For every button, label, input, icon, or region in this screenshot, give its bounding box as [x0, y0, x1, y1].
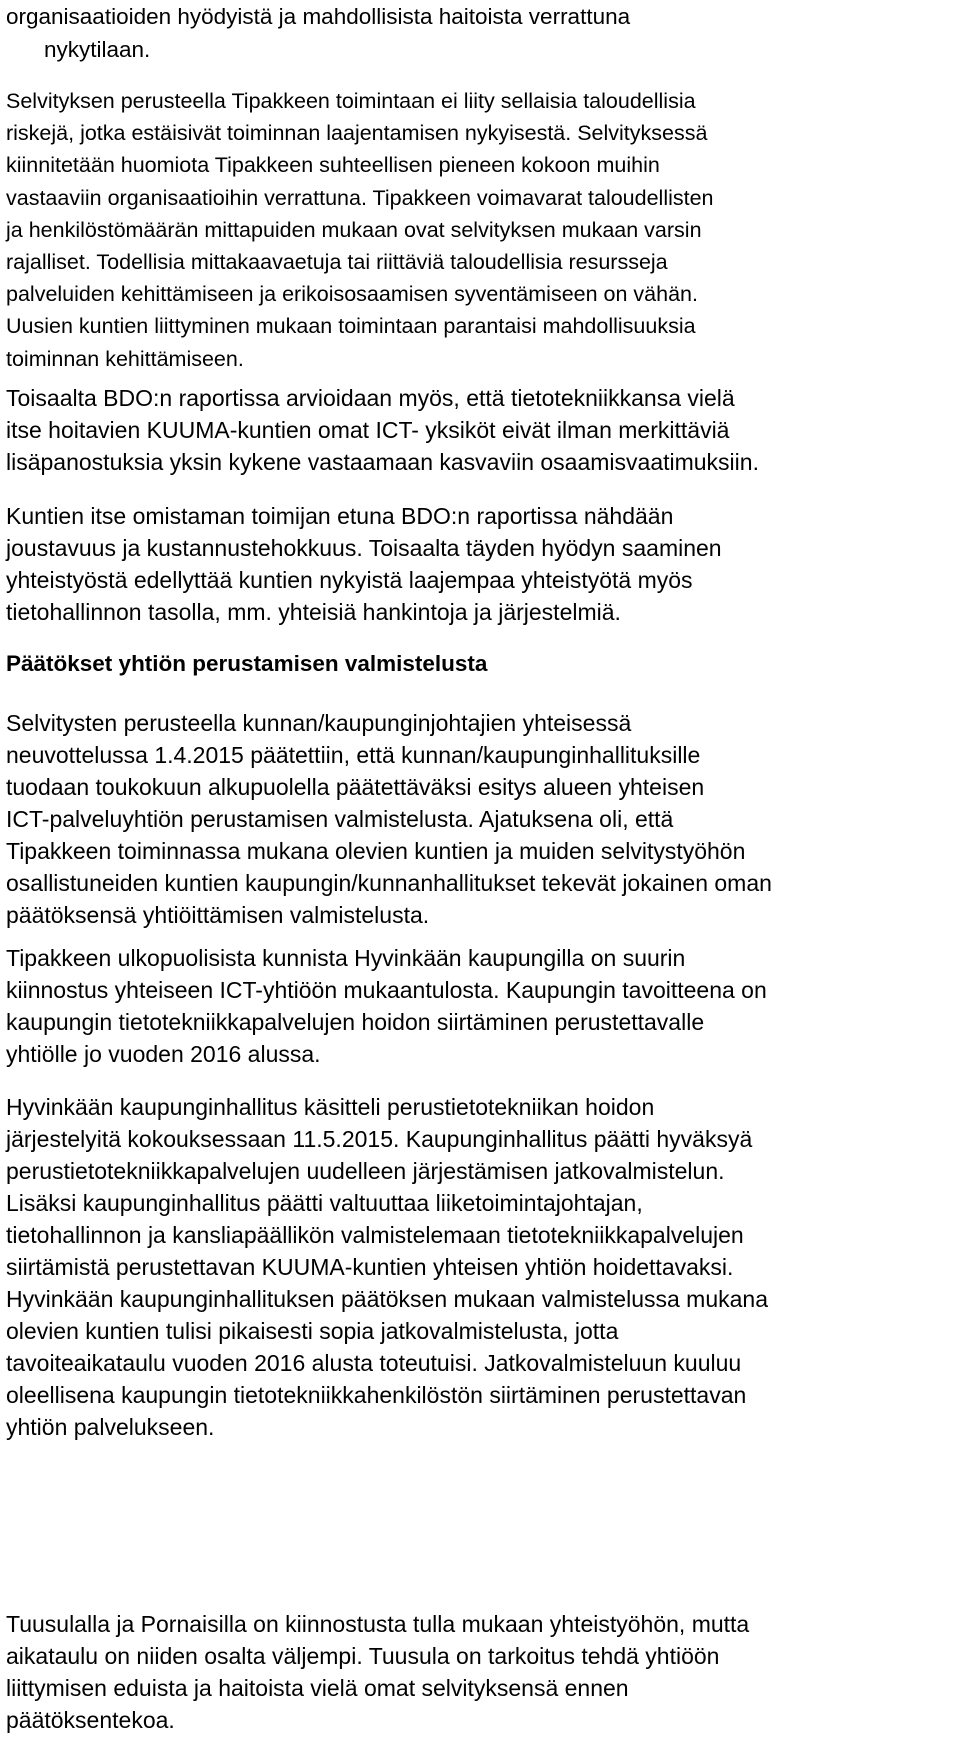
text-line: Tipakkeen toiminnassa mukana olevien kuntien ja muiden selvitystyöhön — [6, 838, 746, 864]
section-heading: Päätökset yhtiön perustamisen valmistelusta — [6, 651, 488, 676]
text-line: liittymisen eduista ja haitoista vielä omat selvityksensä ennen — [6, 1675, 629, 1701]
text-line: Selvityksen perusteella Tipakkeen toimintaan ei liity sellaisia taloudellisia — [6, 89, 696, 113]
paragraph-fragment — [6, 0, 950, 67]
text-line: kiinnitetään huomiota Tipakkeen suhteellisen pieneen kokoon muihin — [6, 153, 660, 178]
text-line: Selvitysten perusteella kunnan/kaupunginjohtajien yhteisessä — [6, 710, 632, 736]
text-line: neuvottelussa 1.4.2015 päätettiin, että kunnan/kaupunginhallituksille — [6, 742, 701, 768]
text-line: ja henkilöstömäärän mittapuiden mukaan ovat selvityksen mukaan varsin — [6, 217, 702, 242]
paragraph — [6, 1608, 950, 1736]
text-line: Hyvinkään kaupunginhallitus käsitteli perustietotekniikan hoidon — [6, 1094, 655, 1120]
text-line: rajalliset. Todellisia mittakaavaetuja tai riittäviä taloudellisia resursseja — [6, 249, 668, 274]
text-line: aikataulu on niiden osalta väljempi. Tuusula on tarkoitus tehdä yhtiöön — [6, 1643, 720, 1669]
text-line: olevien kuntien tulisi pikaisesti sopia jatkovalmistelusta, jotta — [6, 1318, 619, 1344]
text-line: Lisäksi kaupunginhallitus päätti valtuuttaa liiketoimintajohtajan, — [6, 1190, 643, 1216]
text-line: oleellisena kaupungin tietotekniikkahenkilöstön siirtäminen perustettavan — [6, 1382, 747, 1408]
text-line: riskejä, jotka estäisivät toiminnan laajentamisen nykyisestä. Selvityksessä — [6, 121, 708, 146]
text-line: Uusien kuntien liittyminen mukaan toimintaan parantaisi mahdollisuuksia — [6, 314, 696, 339]
text-line: tavoiteaikataulu vuoden 2016 alusta toteutuisi. Jatkovalmisteluun kuuluu — [6, 1350, 742, 1376]
text-line: Hyvinkään kaupunginhallituksen päätöksen mukaan valmistelussa mukana — [6, 1286, 768, 1312]
text-line: Tuusulalla ja Pornaisilla on kiinnostusta tulla mukaan yhteistyöhön, mutta — [6, 1611, 750, 1637]
text-line: tietohallinnon tasolla, mm. yhteisiä hankintoja ja järjestelmiä. — [6, 599, 621, 625]
text-line: kiinnostus yhteiseen ICT-yhtiöön mukaantulosta. Kaupungin tavoitteena on — [6, 977, 767, 1003]
paragraph — [6, 85, 950, 375]
text-line: kaupungin tietotekniikkapalvelujen hoidon siirtäminen perustettavalle — [6, 1009, 705, 1035]
text-line: palveluiden kehittämiseen ja erikoisosaamisen syventämiseen on vähän. — [6, 282, 698, 307]
text-line: joustavuus ja kustannustehokkuus. Toisaalta täyden hyödyn saaminen — [6, 535, 722, 561]
text-line: Toisaalta BDO:n raportissa arvioidaan myös, että tietotekniikkansa vielä — [6, 385, 735, 411]
text-line: yhtiölle jo vuoden 2016 alussa. — [6, 1041, 321, 1067]
text-line: lisäpanostuksia yksin kykene vastaamaan kasvaviin osaamisvaatimuksiin. — [6, 449, 759, 475]
text-line: Tipakkeen ulkopuolisista kunnista Hyvinkään kaupungilla on suurin — [6, 945, 686, 971]
text-line: Kuntien itse omistaman toimijan etuna BDO:n raportissa nähdään — [6, 503, 674, 529]
text-line: yhtiön palvelukseen. — [6, 1414, 215, 1440]
paragraph — [6, 1091, 950, 1443]
text-line: järjestelyitä kokouksessaan 11.5.2015. Kaupunginhallitus päätti hyväksyä — [6, 1126, 753, 1152]
paragraph — [6, 707, 950, 931]
text-line: perustietotekniikkapalvelujen uudelleen järjestämisen jatkovalmistelun. — [6, 1158, 725, 1184]
paragraph — [6, 942, 950, 1070]
text-line: organisaatioiden hyödyistä ja mahdollisista haitoista verrattuna — [6, 4, 631, 29]
text-line: yhteistyöstä edellyttää kuntien nykyistä laajempaa yhteistyötä myös — [6, 567, 693, 593]
text-line: osallistuneiden kuntien kaupungin/kunnanhallitukset tekevät jokainen oman — [6, 870, 772, 896]
text-line: tuodaan toukokuun alkupuolella päätettäväksi esitys alueen yhteisen — [6, 774, 705, 800]
text-line: vastaaviin organisaatioihin verrattuna. Tipakkeen voimavarat taloudellisten — [6, 185, 714, 210]
text-line: toiminnan kehittämiseen. — [6, 346, 244, 371]
text-line: siirtämistä perustettavan KUUMA-kuntien yhteisen yhtiön hoidettavaksi. — [6, 1254, 734, 1280]
paragraph — [6, 500, 950, 628]
text-line: nykytilaan. — [44, 37, 151, 63]
text-line: itse hoitavien KUUMA-kuntien omat ICT- yksiköt eivät ilman merkittäviä — [6, 417, 730, 443]
text-line: päätöksensä yhtiöittämisen valmistelusta. — [6, 902, 430, 928]
paragraph — [6, 382, 950, 478]
text-line: päätöksentekoa. — [6, 1707, 175, 1733]
text-line: tietohallinnon ja kansliapäällikön valmistelemaan tietotekniikkapalvelujen — [6, 1222, 744, 1248]
text-line: ICT-palveluyhtiön perustamisen valmistelusta. Ajatuksena oli, että — [6, 806, 674, 832]
